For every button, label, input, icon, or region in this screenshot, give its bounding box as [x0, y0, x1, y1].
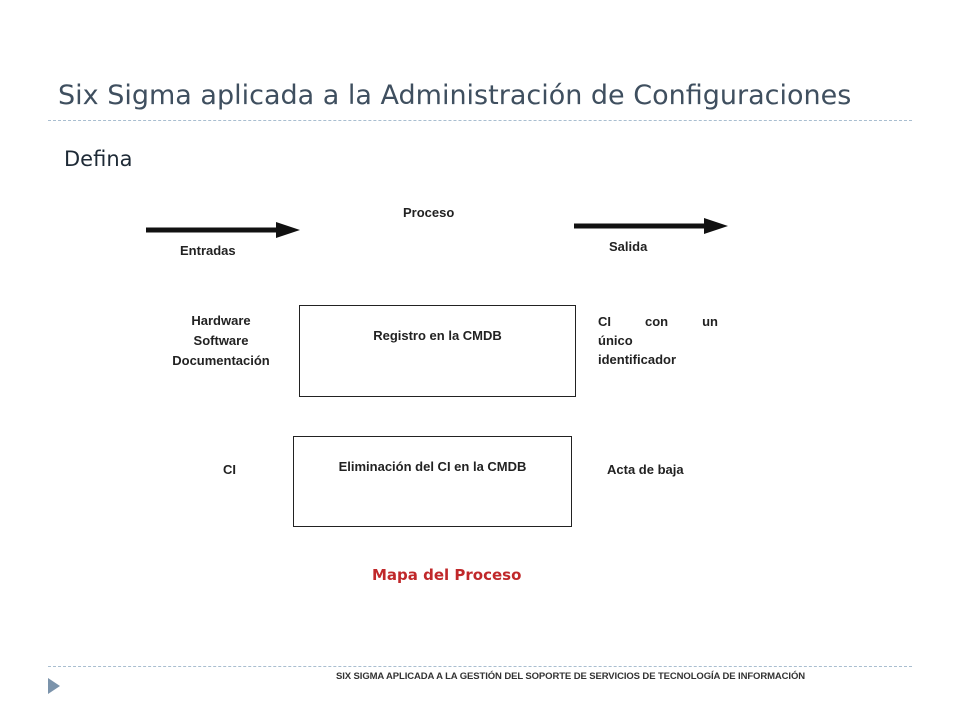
entradas-arrow-icon	[140, 218, 310, 242]
process-box-registro	[299, 305, 576, 397]
input-hardware: Hardware	[191, 313, 251, 328]
input-software: Software	[193, 333, 249, 348]
entradas-label: Entradas	[180, 243, 236, 258]
diagram-caption: Mapa del Proceso	[372, 566, 522, 584]
triangle-bullet-icon	[46, 677, 62, 695]
salida-label: Salida	[609, 239, 648, 254]
row2-output: Acta de baja	[607, 462, 684, 477]
section-subtitle: Defina	[64, 147, 133, 171]
footer-divider	[48, 666, 912, 667]
process-eliminacion-label: Eliminación del CI en la CMDB	[338, 459, 527, 474]
output-line-identificador: identificador	[598, 352, 677, 367]
slide-title: Six Sigma aplicada a la Administración de Configuraciones	[58, 80, 852, 111]
output-word-1: CI	[598, 314, 611, 329]
input-documentacion: Documentación	[172, 353, 270, 368]
salida-arrow-icon	[568, 214, 738, 238]
row1-inputs	[150, 311, 292, 371]
footer-text: SIX SIGMA APLICADA A LA GESTIÓN DEL SOPORTE DE SERVICIOS DE TECNOLOGÍA DE INFORMACIÓN	[336, 671, 806, 682]
process-registro-label: Registro en la CMDB	[373, 328, 502, 343]
output-word-3: un	[702, 314, 718, 329]
process-box-eliminacion	[293, 436, 572, 527]
proceso-label: Proceso	[403, 205, 455, 220]
output-word-2: con	[644, 314, 669, 329]
row1-output	[598, 312, 718, 369]
row2-input: CI	[223, 462, 236, 477]
title-divider	[48, 120, 912, 121]
output-line-unico: único	[598, 333, 633, 348]
